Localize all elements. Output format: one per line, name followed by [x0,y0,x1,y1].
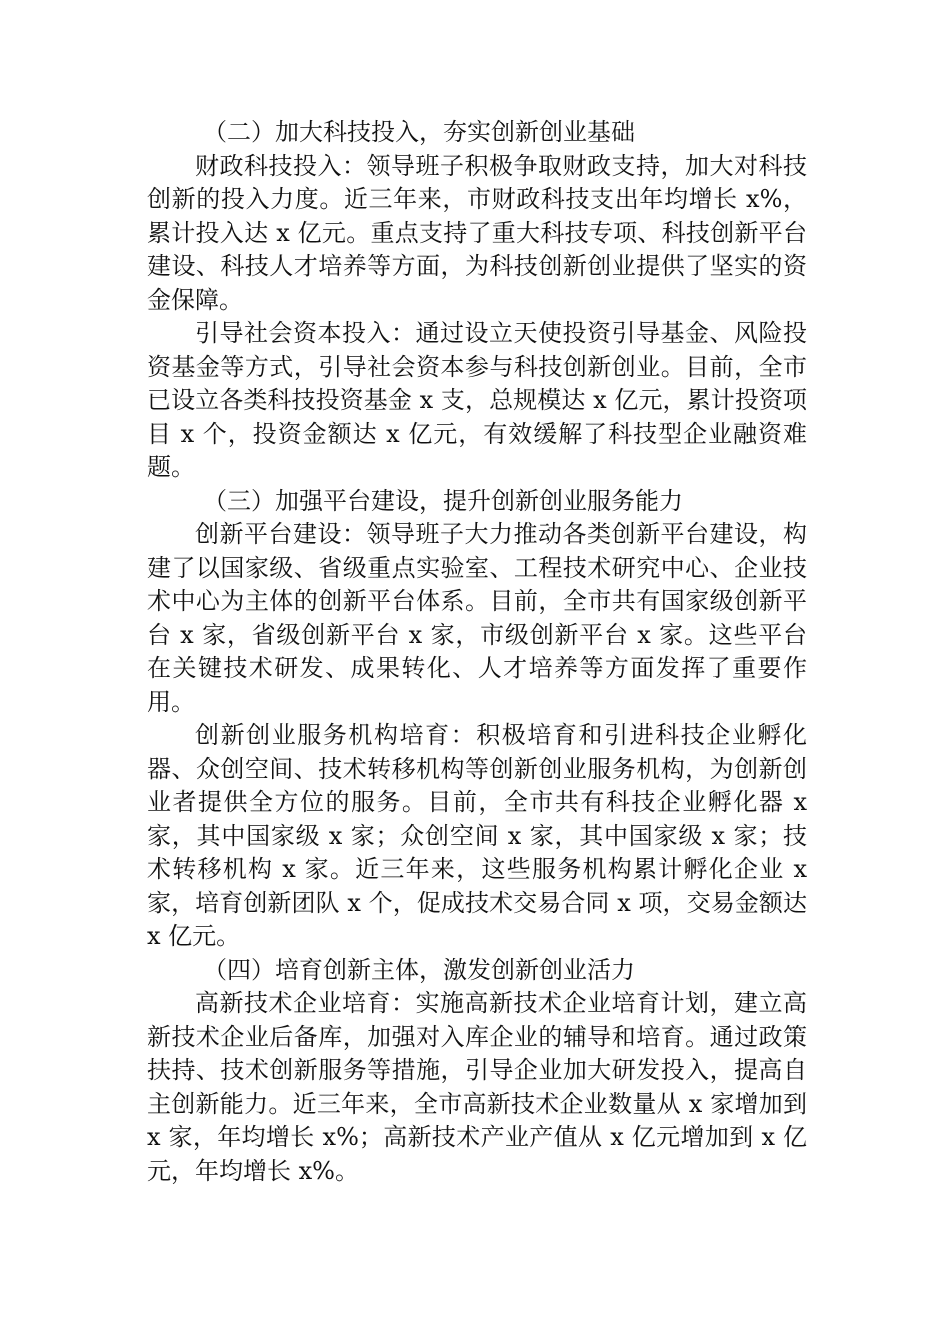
document-body [147,116,807,1188]
section-heading-3: （三）加强平台建设，提升创新创业服务能力 [203,486,683,515]
paragraph-service-institutions: 创新创业服务机构培育：积极培育和引进科技企业孵化器、众创空间、技术转移机构等创新创业服务机构，为创新创业者提供全方位的服务。目前，全市共有科技企业孵化器 x 家，其中国家级 x 家；众创空间 x 家，其中国家级 x 家；技术转移机构 x 家。近三年来，这些服务机构累计孵化企业 x 家，培育创新团队 x 个，促成技术交易合同 x 项，交易金额达 x 亿元。 [147,721,807,950]
paragraph-fiscal-investment: 财政科技投入：领导班子积极争取财政支持，加大对科技创新的投入力度。近三年来，市财政科技支出年均增长 x%，累计投入达 x 亿元。重点支持了重大科技专项、科技创新平台建设、科技人才培养等方面，为科技创新创业提供了坚实的资金保障。 [147,151,807,314]
paragraph-social-capital: 引导社会资本投入：通过设立天使投资引导基金、风险投资基金等方式，引导社会资本参与科技创新创业。目前，全市已设立各类科技投资基金 x 支，总规模达 x 亿元，累计投资项目 x 个，投资金额达 x 亿元，有效缓解了科技型企业融资难题。 [147,319,807,481]
section-heading-4: （四）培育创新主体，激发创新创业活力 [203,955,635,984]
paragraph-innovation-platforms: 创新平台建设：领导班子大力推动各类创新平台建设，构建了以国家级、省级重点实验室、工程技术研究中心、企业技术中心为主体的创新平台体系。目前，全市共有国家级创新平台 x 家，省级创新平台 x 家，市级创新平台 x 家。这些平台在关键技术研发、成果转化、人才培养等方面发挥了重要作用。 [147,520,807,716]
section-heading-2: （二）加大科技投入，夯实创新创业基础 [203,118,635,146]
paragraph-high-tech-enterprises: 高新技术企业培育：实施高新技术企业培育计划，建立高新技术企业后备库，加强对入库企业的辅导和培育。通过政策扶持、技术创新服务等措施，引导企业加大研发投入，提高自主创新能力。近三年来，全市高新技术企业数量从 x 家增加到 x 家，年均增长 x%；高新技术产业产值从 x 亿元增加到 x 亿元，年均增长 x%。 [147,989,807,1185]
